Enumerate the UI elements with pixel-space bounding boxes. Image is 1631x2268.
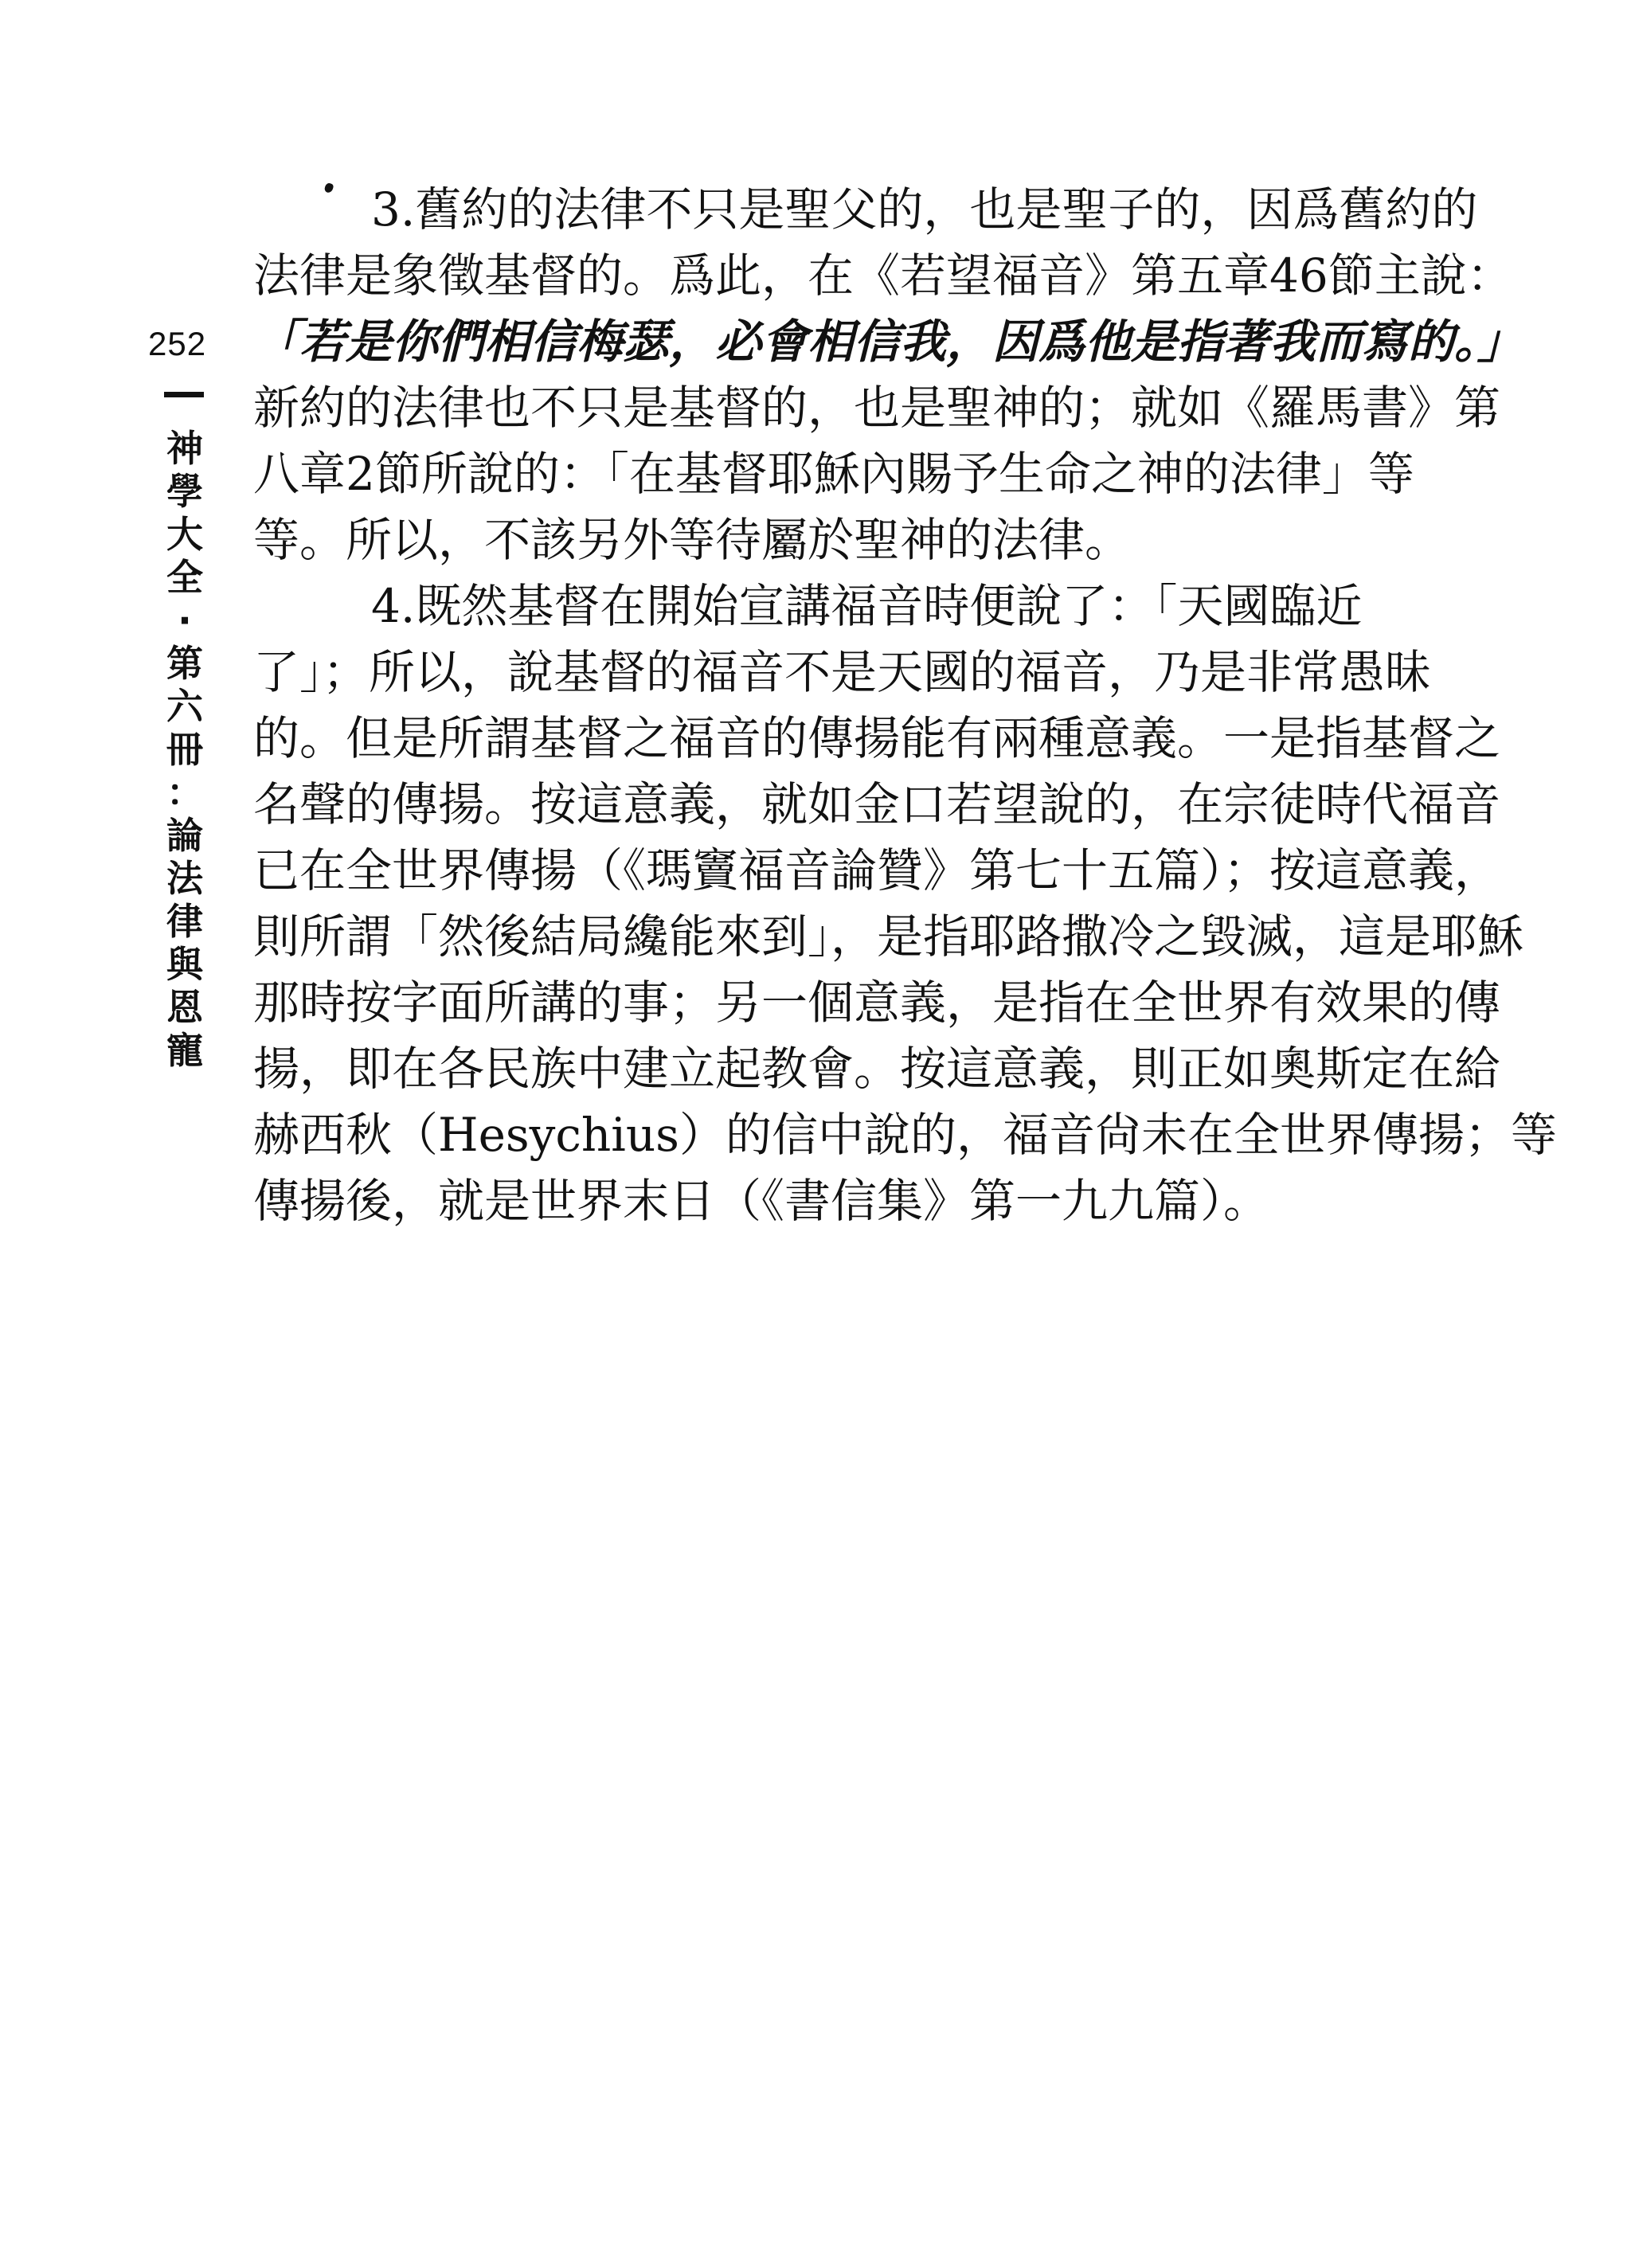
text-line-content: 新約的法律也不只是基督的，也是聖神的；就如《羅馬書》第 (253, 381, 1501, 435)
text-line-content: 赫西秋（Hesychius）的信中說的，福音尙未在全世界傳揚；等 (253, 1108, 1557, 1162)
running-title-char: 大 (166, 513, 203, 556)
running-title (162, 427, 207, 1072)
running-title-char: 論 (166, 814, 203, 857)
page-number: 252 (148, 325, 207, 362)
running-title-char: ： (166, 771, 203, 814)
running-title-char: 學 (166, 470, 203, 513)
text-line (253, 507, 1408, 573)
text-line (253, 573, 1408, 639)
text-line-content: 法律是象徵基督的。爲此，在《若望福音》第五章46節主說： (253, 248, 1513, 303)
text-line-content: 「若是你們相信梅瑟，必會相信我，因爲他是指著我而寫的。」 (253, 315, 1524, 369)
text-line (253, 706, 1501, 772)
text-line (253, 309, 1524, 375)
text-line (253, 1102, 1557, 1168)
text-line-content: 那時按字面所講的事；另一個意義，是指在全世界有效果的傳 (253, 976, 1501, 1030)
running-title-char: 恩 (166, 986, 203, 1029)
text-line-content: 傳揚後，就是世界末日（《書信集》第一九九篇）。 (253, 1174, 1270, 1228)
running-head-rule (164, 392, 204, 397)
running-title-char: 律 (166, 900, 203, 943)
text-line-content: 3.舊約的法律不只是聖父的，也是聖子的，因爲舊約的 (371, 182, 1478, 237)
running-title-char: 第 (166, 642, 203, 685)
text-line (253, 375, 1501, 441)
running-title-char: 冊 (166, 728, 203, 771)
text-line (253, 970, 1501, 1036)
text-line-content: 4.既然基督在開始宣講福音時便說了：「天國臨近 (371, 579, 1363, 633)
running-title-char: · (178, 599, 192, 642)
text-line (253, 772, 1501, 838)
running-title-char: 神 (166, 427, 203, 470)
running-title-char: 法 (166, 857, 203, 900)
running-title-char: 寵 (166, 1029, 203, 1072)
text-line-content: 的。但是所謂基督之福音的傳揚能有兩種意義。一是指基督之 (253, 711, 1501, 765)
text-line (253, 639, 1432, 706)
text-line (253, 838, 1501, 904)
text-line (253, 1036, 1501, 1102)
text-line (253, 1168, 1408, 1234)
running-title-char: 六 (166, 685, 203, 728)
text-line-content: 八章2節所說的：「在基督耶穌內賜予生命之神的法律」等 (253, 447, 1414, 501)
text-line (253, 177, 1478, 243)
text-line-content: 等。所以，不該另外等待屬於聖神的法律。 (253, 513, 1132, 567)
text-line (253, 904, 1524, 970)
text-line-content: 了」；所以，說基督的福音不是天國的福音，乃是非常愚昧 (253, 645, 1432, 699)
text-line-content: 名聲的傳揚。按這意義，就如金口若望說的，在宗徒時代福音 (253, 777, 1501, 831)
body-text (253, 177, 1557, 1234)
text-line-content: 則所謂「然後結局纔能來到」，是指耶路撒冷之毀滅，這是耶穌 (253, 909, 1524, 964)
text-line (253, 441, 1414, 507)
text-line (253, 243, 1513, 309)
text-line-content: 已在全世界傳揚（《瑪竇福音論贊》第七十五篇）；按這意義， (253, 843, 1501, 897)
running-title-char: 全 (166, 556, 203, 599)
text-line-content: 揚，即在各民族中建立起教會。按這意義，則正如奧斯定在給 (253, 1042, 1501, 1096)
running-title-char: 與 (166, 943, 203, 986)
